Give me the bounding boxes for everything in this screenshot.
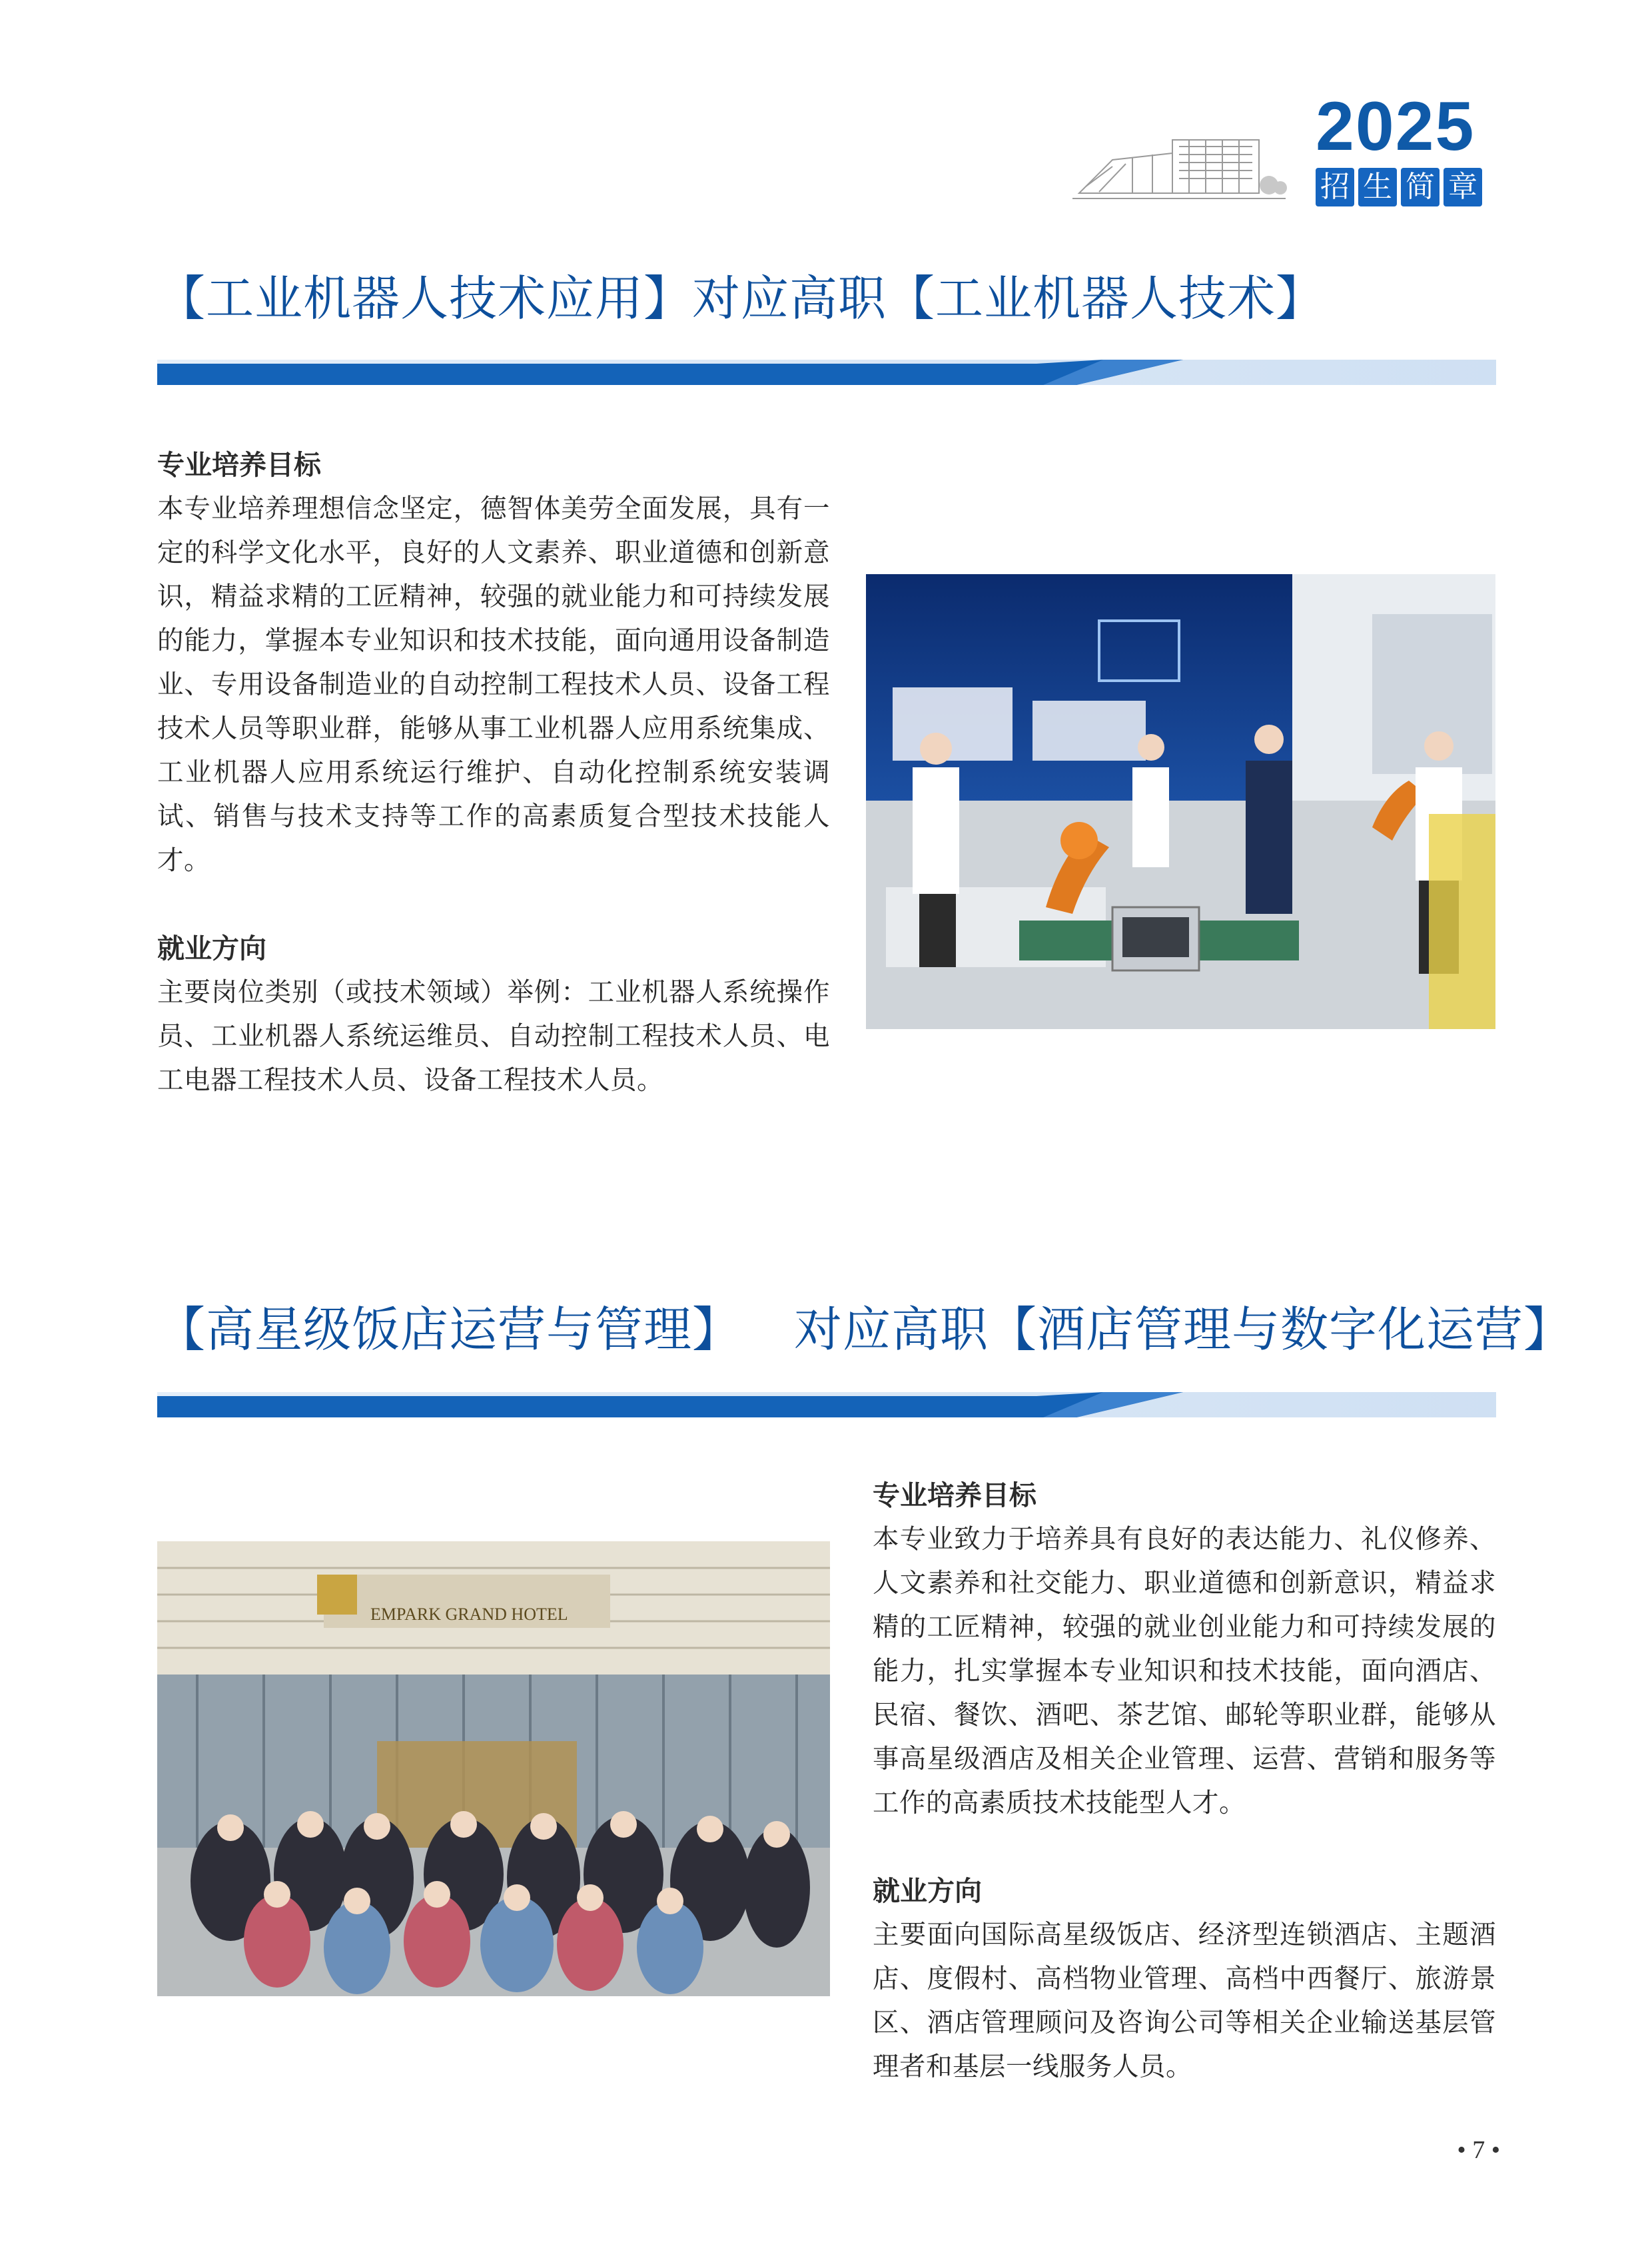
section1-title <box>157 270 1325 326</box>
section2-title-bar <box>157 1392 1496 1417</box>
training-goal-heading: 专业培养目标 <box>157 449 321 481</box>
robot-lab-photo <box>866 574 1495 1029</box>
brochure-year: 2025 <box>1316 88 1475 165</box>
hotel-group-photo <box>157 1541 830 1996</box>
label-char: 招 <box>1316 168 1354 206</box>
campus-building-illustration <box>1072 113 1292 206</box>
section2-title-text: 【高星级饭店运营与管理】 <box>157 1302 741 1357</box>
hotel-sign-text: EMPARK GRAND HOTEL <box>370 1605 568 1624</box>
label-char: 章 <box>1444 168 1482 206</box>
section1-title-text: 【工业机器人技术应用】对应高职【工业机器人技术】 <box>157 270 1325 326</box>
section2-title-counterpart: 对应高职【酒店管理与数字化运营】 <box>794 1302 1573 1357</box>
career-direction-heading: 就业方向 <box>873 1875 982 1907</box>
section1-text <box>157 443 830 1102</box>
career-direction-heading: 就业方向 <box>157 933 266 964</box>
page-number: • 7 • <box>1457 2136 1500 2164</box>
training-goal-heading: 专业培养目标 <box>873 1479 1036 1511</box>
training-goal-text: 本专业致力于培养具有良好的表达能力、礼仪修养、人文素养和社交能力、职业道德和创新意识，精益求精的工匠精神，较强的就业创业能力和可持续发展的能力，扎实掌握本专业知识和技术技能，面向酒店、民宿、餐饮、酒吧、茶艺馆、邮轮等职业群，能够从事高星级酒店及相关企业管理、运营、营销和服务等工作的高素质技术技能型人才。 <box>873 1524 1496 1818</box>
brochure-label <box>1316 168 1482 206</box>
career-direction-text: 主要面向国际高星级饭店、经济型连锁酒店、主题酒店、度假村、高档物业管理、高档中西餐厅、旅游景区、酒店管理顾问及咨询公司等相关企业输送基层管理者和基层一线服务人员。 <box>873 1920 1496 2082</box>
label-char: 简 <box>1401 168 1440 206</box>
career-direction-text: 主要岗位类别（或技术领域）举例：工业机器人系统操作员、工业机器人系统运维员、自动控制工程技术人员、电工电器工程技术人员、设备工程技术人员。 <box>157 977 830 1096</box>
section1-title-bar <box>157 360 1496 385</box>
section2-title <box>157 1302 1573 1357</box>
training-goal-text: 本专业培养理想信念坚定，德智体美劳全面发展，具有一定的科学文化水平，良好的人文素养、职业道德和创新意识，精益求精的工匠精神，较强的就业能力和可持续发展的能力，掌握本专业知识和技术技能，面向通用设备制造业、专用设备制造业的自动控制工程技术人员、设备工程技术人员等职业群，能够从事工业机器人应用系统集成、工业机器人应用系统运行维护、自动化控制系统安装调试、销售与技术支持等工作的高素质复合型技术技能人才。 <box>157 494 830 876</box>
label-char: 生 <box>1358 168 1397 206</box>
section2-text <box>873 1473 1496 2089</box>
